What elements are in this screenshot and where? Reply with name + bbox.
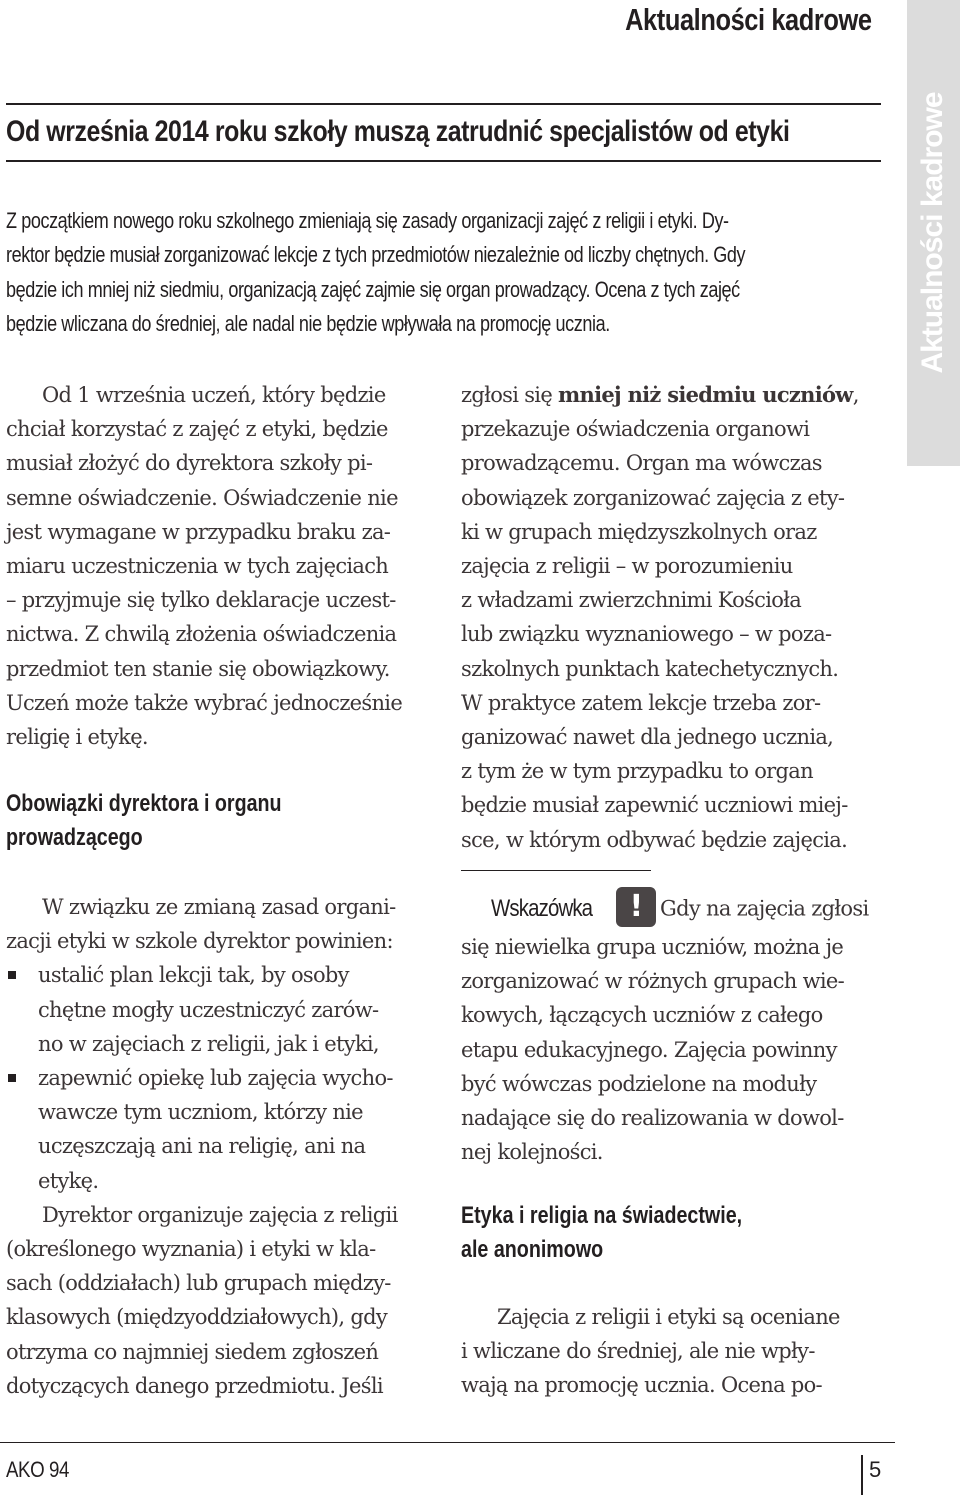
- text-line: lub związku wyznaniowego – w poza-: [461, 622, 832, 647]
- text-line: semne oświadczenie. Oświadczenie nie: [6, 485, 398, 510]
- continuation-paragraph: [461, 378, 886, 857]
- text-line: sce, w którym odbywać będzie zajęcia.: [461, 827, 848, 852]
- text-line: religię i etykę.: [6, 725, 148, 750]
- text-line: miaru uczestniczenia w tych zajęciach: [6, 554, 389, 579]
- text-line: zapewnić opiekę lub zajęcia wycho-: [38, 1066, 393, 1091]
- closing-paragraph: [6, 1198, 431, 1403]
- text-line: zacji etyki w szkole dyrektor powinien:: [6, 929, 393, 954]
- subheading-line: Etyka i religia na świadectwie,: [461, 1202, 743, 1229]
- bullet-item: [6, 1061, 431, 1198]
- side-tab: [907, 0, 960, 466]
- tip-divider: [461, 870, 651, 871]
- lead-line: rektor będzie musiał zorganizować lekcje z tych przedmiotów niezależnie od liczby chętnych. Gdy: [6, 242, 746, 268]
- text-line: uczęszczają ani na religię, ani na: [38, 1134, 366, 1159]
- subheading-line: Obowiązki dyrektora i organu: [6, 790, 282, 817]
- footer-issue: AKO 94: [6, 1457, 69, 1482]
- bullet-item: [6, 958, 431, 1061]
- text-line: no w zajęciach z religii, jak i etyki,: [38, 1031, 379, 1056]
- text-line: szkolnych punktach katechetycznych.: [461, 656, 839, 681]
- text-line: się niewielka grupa uczniów, można je: [461, 935, 844, 959]
- text-fragment: zgłosi się: [461, 383, 559, 407]
- tip-label: Wskazówka: [491, 894, 593, 922]
- text-line: jest wymagane w przypadku braku za-: [6, 519, 391, 544]
- text-line: zajęcia z religii – w porozumieniu: [461, 554, 793, 579]
- duties-block: [6, 890, 431, 1403]
- text-line: [461, 378, 886, 412]
- text-line: dotyczących danego przedmiotu. Jeśli: [6, 1373, 383, 1398]
- square-bullet-icon: [8, 1074, 16, 1082]
- right-column: [461, 378, 886, 857]
- text-line: W praktyce zatem lekcje trzeba zor-: [461, 690, 821, 715]
- text-line: ganizować nawet dla jednego ucznia,: [461, 725, 834, 750]
- title-rule-bottom: [6, 160, 881, 162]
- duties-intro: [6, 890, 431, 958]
- text-line: będzie musiał zapewnić uczniowi miej-: [461, 793, 848, 818]
- text-line: z tym że w tym przypadku to organ: [461, 759, 813, 784]
- subheading-line: ale anonimowo: [461, 1236, 604, 1263]
- side-tab-label: Aktualności kadrowe: [916, 92, 949, 374]
- subheading-duties: [6, 787, 282, 855]
- footer-rule: [0, 1442, 895, 1443]
- subheading-line: prowadzącego: [6, 824, 143, 851]
- tip-box: [461, 890, 886, 1169]
- text-line: zorganizować w różnych grupach wie-: [461, 969, 844, 994]
- final-paragraph: [461, 1300, 886, 1403]
- text-line: przedmiot ten stanie się obowiązkowy.: [6, 656, 390, 681]
- text-line: prowadzącemu. Organ ma wówczas: [461, 451, 822, 476]
- text-line: nadające się do realizowania w dowol-: [461, 1106, 844, 1131]
- lead-line: będzie wliczana do średniej, ale nadal nie będzie wpływała na promocję ucznia.: [6, 311, 610, 337]
- section-header: [0, 0, 880, 44]
- text-line: W związku ze zmianą zasad organi-: [42, 895, 396, 919]
- footer-separator: [861, 1455, 863, 1495]
- emphasis-text: mniej niż siedmiu uczniów: [558, 382, 853, 407]
- lead-line: Z początkiem nowego roku szkolnego zmieniają się zasady organizacji zajęć z religii i etyki. Dy-: [6, 208, 729, 233]
- subheading-certificate: [461, 1199, 742, 1267]
- text-line: z władzami zwierzchnimi Kościoła: [461, 588, 802, 613]
- text-line: obowiązek zorganizować zajęcia z ety-: [461, 485, 845, 510]
- text-line: chętne mogły uczestniczyć zarów-: [38, 997, 379, 1022]
- text-line: wawcze tym uczniom, którzy nie: [38, 1100, 363, 1125]
- section-title: Aktualności kadrowe: [625, 2, 872, 37]
- text-line: etykę.: [38, 1168, 99, 1193]
- text-fragment: ,: [852, 383, 859, 407]
- text-line: kowych, łączących uczniów z całego: [461, 1003, 823, 1028]
- text-line: wają na promocję ucznia. Ocena po-: [461, 1373, 822, 1398]
- text-line: sach (oddziałach) lub grupach między-: [6, 1271, 391, 1296]
- text-line: otrzyma co najmniej siedem zgłoszeń: [6, 1339, 379, 1364]
- text-fragment: Gdy na zajęcia zgłosi: [660, 896, 869, 921]
- text-line: chciał korzystać z zajęć z etyki, będzie: [6, 417, 388, 442]
- square-bullet-icon: [8, 971, 16, 979]
- article-title: Od września 2014 roku szkoły muszą zatrudnić specjalistów od etyki: [6, 115, 790, 148]
- exclamation-icon: !: [616, 887, 656, 927]
- text-line: nej kolejności.: [461, 1140, 603, 1165]
- lead-paragraph: [6, 204, 875, 342]
- text-line: ustalić plan lekcji tak, by osoby: [38, 963, 349, 988]
- text-line: Od 1 września uczeń, który będzie: [42, 383, 386, 407]
- text-line: – przyjmuje się tylko deklaracje uczest-: [6, 588, 396, 613]
- left-column: [6, 378, 431, 754]
- text-line: przekazuje oświadczenia organowi: [461, 417, 810, 442]
- text-line: ki w grupach międzyszkolnych oraz: [461, 519, 817, 544]
- text-line: musiał złożyć do dyrektora szkoły pi-: [6, 451, 373, 476]
- tip-first-line: [461, 890, 886, 930]
- text-line: Zajęcia z religii i etyki są oceniane: [497, 1305, 840, 1329]
- text-line: klasowych (międzyoddziałowych), gdy: [6, 1305, 388, 1330]
- lead-line: będzie ich mniej niż siedmiu, organizacją zajęć zajmie się organ prowadzący. Ocena z tych zajęć: [6, 276, 740, 302]
- title-rule-top: [6, 103, 881, 105]
- text-line: Uczeń może także wybrać jednocześnie: [6, 690, 403, 715]
- text-line: (określonego wyznania) i etyki w kla-: [6, 1237, 376, 1262]
- text-line: etapu edukacyjnego. Zajęcia powinny: [461, 1037, 837, 1062]
- text-line: i wliczane do średniej, ale nie wpły-: [461, 1339, 815, 1364]
- page-number: 5: [869, 1457, 881, 1482]
- text-line: nictwa. Z chwilą złożenia oświadczenia: [6, 622, 397, 647]
- text-line: Dyrektor organizuje zajęcia z religii: [42, 1202, 398, 1227]
- text-line: być wówczas podzielone na moduły: [461, 1071, 817, 1096]
- intro-paragraph: [6, 378, 431, 754]
